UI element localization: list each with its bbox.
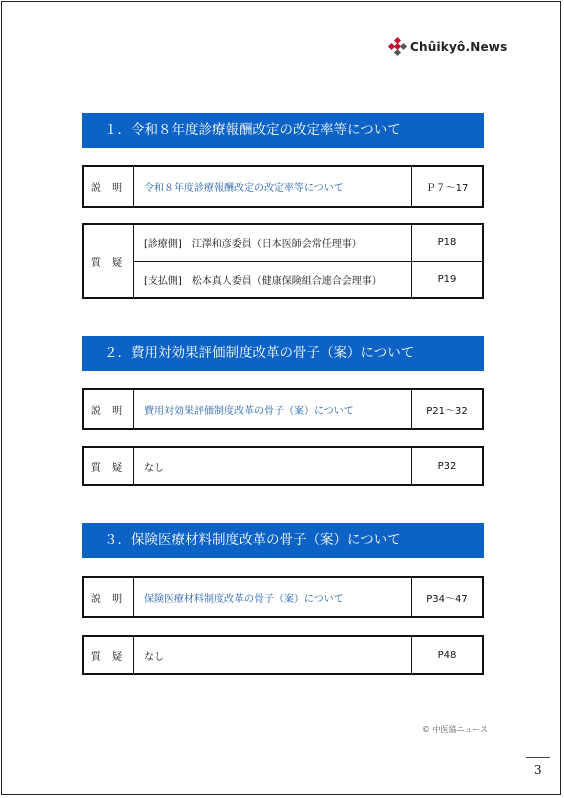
questions-label: 質 疑 <box>84 448 134 484</box>
logo-text: Chûikyô.News <box>410 40 508 54</box>
section-3-explanation-table <box>82 576 484 618</box>
question-page: P18 <box>437 237 457 249</box>
questions-label: 質 疑 <box>84 637 134 673</box>
explanation-label: 説 明 <box>84 167 134 206</box>
page-number: 3 <box>534 763 542 777</box>
section-1-questions-table <box>82 223 484 299</box>
explanation-label: 説 明 <box>84 390 134 428</box>
questions-page: P32 <box>437 460 457 472</box>
page-number-rule <box>526 757 550 758</box>
questions-label: 質 疑 <box>84 225 134 297</box>
copyright: © 中医協ニュース <box>422 725 489 734</box>
explanation-page: P21～32 <box>426 405 468 417</box>
section-1-explanation-table <box>82 165 484 208</box>
question-speaker: [支払側] 松本真人委員（健康保険組合連合会理事） <box>134 262 412 298</box>
section-2-questions-table <box>82 446 484 486</box>
question-speaker: [診療側] 江澤和彦委員（日本医師会常任理事） <box>134 225 412 261</box>
explanation-link[interactable]: 令和８年度診療報酬改定の改定率等について <box>134 167 412 206</box>
explanation-page: P34～47 <box>426 593 468 605</box>
logo-mark-icon <box>389 38 407 56</box>
question-page: P19 <box>437 273 457 285</box>
explanation-link[interactable]: 費用対効果評価制度改革の骨子（案）について <box>134 390 412 428</box>
explanation-page: Ｐ７～17 <box>425 183 469 194</box>
explanation-label: 説 明 <box>84 578 134 616</box>
questions-text: なし <box>134 637 412 673</box>
questions-page: P48 <box>437 649 457 661</box>
questions-text: なし <box>134 448 412 484</box>
question-row <box>134 225 482 261</box>
question-row <box>134 261 482 298</box>
section-3-questions-table <box>82 635 484 675</box>
section-3-header: ３．保険医療材料制度改革の骨子（案）について <box>82 523 484 558</box>
section-1-header: １．令和８年度診療報酬改定の改定率等について <box>82 113 484 148</box>
section-2-header: ２．費用対効果評価制度改革の骨子（案）について <box>82 336 484 371</box>
logo <box>389 38 507 56</box>
section-2-explanation-table <box>82 388 484 430</box>
explanation-link[interactable]: 保険医療材料制度改革の骨子（案）について <box>134 578 412 616</box>
